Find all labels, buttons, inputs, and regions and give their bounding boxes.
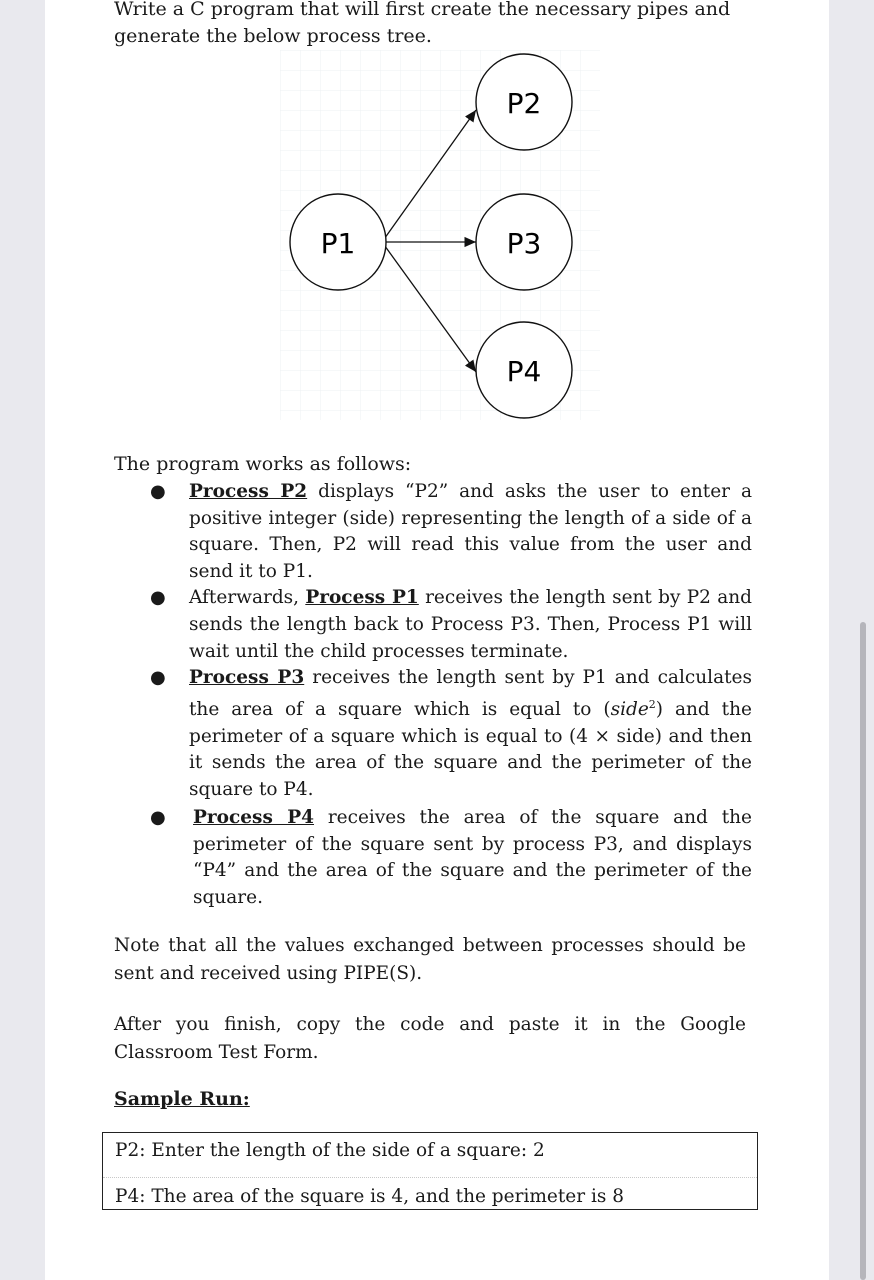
sample-run-divider: [103, 1177, 757, 1178]
works-heading: The program works as follows:: [114, 453, 412, 475]
note-paragraph: Note that all the values exchanged between processes should be sent and received using PIPE(S).: [114, 935, 746, 984]
bullet-dot-icon: ●: [150, 481, 166, 502]
node-p1-label: P1: [320, 227, 356, 260]
bullet-dot-icon: ●: [150, 667, 166, 689]
sample-run-line-1: P2: Enter the length of the side of a square: 2: [115, 1140, 545, 1161]
bullet-p1-body: receives the length sent by P2 and sends the length back to Process P3. Then, Process P1 will wait until the child processes terminate.: [189, 587, 752, 662]
finish-paragraph: After you finish, copy the code and paste it in the Google Classroom Test Form.: [114, 1014, 746, 1063]
node-p2: [476, 54, 572, 150]
process-bullet-list: [140, 479, 752, 912]
node-p4: [476, 322, 572, 418]
bullet-p3: [140, 665, 752, 803]
process-tree-diagram: [280, 50, 600, 420]
sample-run-line-2: P4: The area of the square is 4, and the perimeter is 8: [115, 1186, 625, 1207]
process-p2-link: Process P2: [189, 481, 308, 502]
sample-run-heading: Sample Run:: [114, 1088, 250, 1110]
bullet-p4-body: receives the area of the square and the perimeter of the square sent by process P3, and displays “P4” and the area of the square and the perimeter of the square.: [193, 807, 752, 909]
bullet-dot-icon: ●: [150, 807, 166, 829]
bullet-p1-text: [189, 585, 752, 665]
bullet-p3-body-b: ) and the perimeter of a square which is equal to (4 × side) and then it sends the area of the square and the perimeter of the square to P4.: [189, 698, 752, 800]
node-p4-label: P4: [506, 355, 542, 388]
scrollbar[interactable]: [860, 622, 866, 1280]
bullet-dot-icon: ●: [150, 587, 166, 609]
process-p3-link: Process P3: [189, 667, 305, 689]
bullet-p2-text: [189, 479, 752, 585]
node-p3: [476, 194, 572, 290]
bullet-p4-text: [193, 805, 752, 911]
side-exponent: 2: [648, 697, 656, 711]
intro-line-1: Write a C program that will first create the necessary pipes and: [114, 0, 731, 20]
node-p1: [290, 194, 386, 290]
sample-run-box: [102, 1132, 758, 1210]
node-p2-label: P2: [506, 87, 542, 120]
side-variable: side: [610, 698, 649, 720]
process-p4-link: Process P4: [193, 807, 315, 829]
bullet-p3-text: [189, 665, 752, 803]
bullet-p1: [140, 585, 752, 665]
bullet-p2: [140, 479, 752, 585]
bullet-p4: [140, 805, 752, 911]
intro-line-2: generate the below process tree.: [114, 25, 432, 47]
node-p3-label: P3: [506, 227, 542, 260]
bullet-p2-body: displays “P2” and asks the user to enter a positive integer (side) representing the length of a side of a square. Then, P2 will read this value from the user and send it to P1.: [189, 481, 752, 582]
process-p1-link: Process P1: [305, 587, 419, 609]
bullet-p3-body-a: receives the length sent by P1 and calculates the area of a square which is equal to (: [189, 667, 752, 720]
intro-paragraph: [114, 0, 754, 50]
bullet-p1-pre: Afterwards,: [189, 587, 306, 609]
